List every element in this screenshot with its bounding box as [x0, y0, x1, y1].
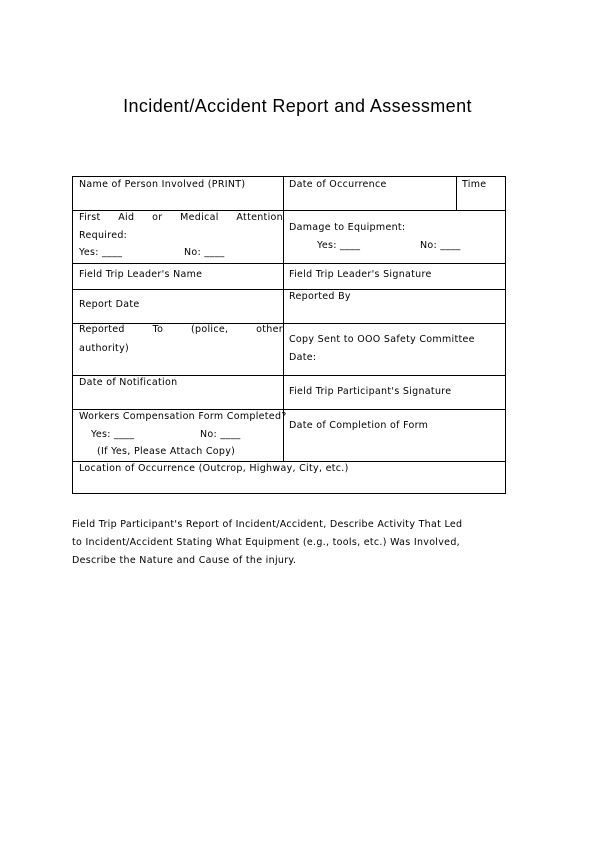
row-divider	[73, 409, 505, 410]
date-of-occurrence-field[interactable]: Date of Occurrence	[289, 179, 387, 190]
reported-by-field[interactable]: Reported By	[289, 291, 351, 302]
first-aid-yes-field[interactable]: Yes: ____	[79, 247, 123, 258]
first-aid-no-field[interactable]: No: ____	[184, 247, 225, 258]
reported-to-authority-label: authority)	[79, 343, 129, 354]
reported-to-field[interactable]	[79, 324, 283, 336]
first-aid-word: or	[152, 212, 163, 223]
name-of-person-field[interactable]: Name of Person Involved (PRINT)	[79, 179, 246, 190]
copy-sent-date-field[interactable]: Date:	[289, 352, 317, 363]
copy-sent-label: Copy Sent to OOO Safety Committee	[289, 334, 475, 345]
leader-name-field[interactable]: Field Trip Leader's Name	[79, 269, 203, 280]
row-divider	[73, 289, 505, 290]
first-aid-word: Aid	[118, 212, 135, 223]
time-field[interactable]: Time	[462, 179, 487, 190]
damage-yes-field[interactable]: Yes: ____	[317, 240, 361, 251]
report-date-field[interactable]: Report Date	[79, 299, 140, 310]
column-divider	[456, 177, 457, 210]
reported-to-word: Reported	[79, 324, 125, 335]
reported-to-word: other	[256, 324, 283, 335]
participant-signature-field[interactable]: Field Trip Participant's Signature	[289, 386, 452, 397]
first-aid-word: Medical	[180, 212, 219, 223]
incident-report-form	[72, 176, 506, 494]
damage-to-equipment-label: Damage to Equipment:	[289, 222, 406, 233]
row-divider	[73, 210, 505, 211]
reported-to-word: To	[152, 324, 164, 335]
workers-comp-yes-field[interactable]: Yes: ____	[91, 429, 135, 440]
first-aid-required-label: Required:	[79, 230, 128, 241]
date-of-notification-field[interactable]: Date of Notification	[79, 377, 178, 388]
workers-comp-label: Workers Compensation Form Completed?	[79, 411, 287, 422]
damage-no-field[interactable]: No: ____	[420, 240, 461, 251]
workers-comp-no-field[interactable]: No: ____	[200, 429, 241, 440]
reported-to-word: (police,	[191, 324, 229, 335]
row-divider	[73, 375, 505, 376]
instructions-line: Field Trip Participant's Report of Incident/Accident, Describe Activity That Led	[72, 519, 463, 530]
location-of-occurrence-field[interactable]: Location of Occurrence (Outcrop, Highway, City, etc.)	[79, 463, 349, 474]
completion-date-field[interactable]: Date of Completion of Form	[289, 420, 429, 431]
instructions-line: Describe the Nature and Cause of the injury.	[72, 555, 297, 566]
first-aid-word: Attention	[236, 212, 283, 223]
first-aid-question	[79, 212, 283, 224]
workers-comp-note: (If Yes, Please Attach Copy)	[97, 446, 236, 457]
row-divider	[73, 263, 505, 264]
participant-report-instructions	[72, 516, 522, 570]
leader-signature-field[interactable]: Field Trip Leader's Signature	[289, 269, 432, 280]
instructions-line: to Incident/Accident Stating What Equipment (e.g., tools, etc.) Was Involved,	[72, 537, 460, 548]
row-divider	[73, 461, 505, 462]
page-title: Incident/Accident Report and Assessment	[123, 96, 472, 116]
first-aid-word: First	[79, 212, 101, 223]
